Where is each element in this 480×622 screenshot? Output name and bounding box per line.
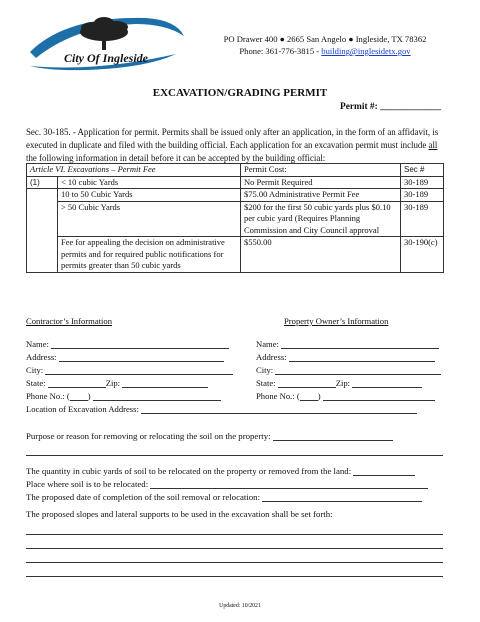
phone-text: Phone: 361-776-3815 -	[239, 46, 322, 56]
intro-text-2: the following information in detail before it can be accepted by the building official:	[26, 153, 326, 163]
owner-address-field[interactable]: Address:	[256, 352, 435, 362]
city-logo	[26, 14, 188, 72]
row-number	[27, 189, 58, 202]
contact-line	[196, 45, 454, 57]
row-cost: $200 for the first 50 cubic yards plus $0.10 per cubic yard (Requires Planning Commission and City Council approval	[241, 201, 401, 237]
location-field[interactable]: Location of Excavation Address:	[26, 404, 417, 414]
email-link[interactable]: building@inglesidetx.gov	[321, 46, 411, 56]
intro-underlined: all	[428, 140, 438, 150]
contractor-address-field[interactable]: Address:	[26, 352, 224, 362]
header-article: Article VI. Excavations – Permit Fee	[27, 164, 241, 177]
row-number	[27, 237, 58, 273]
address-block	[196, 33, 454, 57]
updated-footer: Updated: 10/2021	[219, 603, 261, 609]
completion-date-field[interactable]: The proposed date of completion of the soil removal or relocation:	[26, 492, 422, 502]
owner-state-zip-field[interactable]: State: Zip:	[256, 378, 422, 388]
row-cost: $550.00	[241, 237, 401, 273]
purpose-field[interactable]: Purpose or reason for removing or relocating the soil on the property:	[26, 431, 393, 441]
owner-name-field[interactable]: Name:	[256, 339, 439, 349]
row-sec: 30-189	[401, 176, 444, 189]
row-number: (1)	[27, 176, 58, 189]
row-desc: Fee for appealing the decision on administrative permits and for required public notifications for permits greater than 50 cubic yards	[58, 237, 241, 273]
purpose-extra-line[interactable]	[26, 455, 443, 456]
quantity-field[interactable]: The quantity in cubic yards of soil to be relocated on the property or removed from the land:	[26, 466, 415, 476]
fee-table-header	[27, 164, 444, 177]
row-sec: 30-189	[401, 201, 444, 237]
row-sec: 30-190(c)	[401, 237, 444, 273]
contractor-name-field[interactable]: Name:	[26, 339, 229, 349]
header-sec: Sec #	[401, 164, 444, 177]
owner-city-field[interactable]: City:	[256, 365, 441, 375]
contractor-city-field[interactable]: City:	[26, 365, 233, 375]
row-sec: 30-189	[401, 189, 444, 202]
fee-table	[26, 163, 444, 273]
slopes-line-3[interactable]	[26, 562, 443, 563]
contractor-state-zip-field[interactable]: State: Zip:	[26, 378, 208, 388]
logo-text: City Of Ingleside	[64, 51, 148, 65]
row-desc: > 50 Cubic Yards	[58, 201, 241, 237]
slopes-label: The proposed slopes and lateral supports to be used in the excavation shall be set forth:	[26, 509, 333, 519]
tree-icon	[80, 17, 128, 50]
place-field[interactable]: Place where soil is to be relocated:	[26, 479, 428, 489]
row-cost: $75.00 Administrative Permit Fee	[241, 189, 401, 202]
row-cost: No Permit Required	[241, 176, 401, 189]
intro-text-1: Sec. 30-185. - Application for permit. Permits shall be issued only after an application, in the form of an affidavit, is executed in duplicate and filed with the building official. Each application for an excavation permit must include	[26, 127, 439, 150]
slopes-line-4[interactable]	[26, 576, 443, 577]
row-desc: < 10 cubic Yards	[58, 176, 241, 189]
row-number	[27, 201, 58, 237]
table-row	[27, 201, 444, 237]
owner-phone-field[interactable]: Phone No.: ( )	[256, 391, 435, 401]
owner-heading: Property Owner’s Information	[284, 316, 389, 326]
table-row	[27, 176, 444, 189]
table-row	[27, 189, 444, 202]
intro-paragraph	[26, 126, 444, 165]
contractor-phone-field[interactable]: Phone No.: ( )	[26, 391, 221, 401]
contractor-heading: Contractor’s Information	[26, 316, 112, 326]
address-line: PO Drawer 400 ● 2665 San Angelo ● Ingleside, TX 78362	[223, 34, 427, 44]
table-row	[27, 237, 444, 273]
header-cost: Permit Cost:	[241, 164, 401, 177]
permit-number-field[interactable]: Permit #: _____________	[340, 102, 442, 112]
page-title: EXCAVATION/GRADING PERMIT	[152, 87, 328, 99]
slopes-line-2[interactable]	[26, 548, 443, 549]
row-desc: 10 to 50 Cubic Yards	[58, 189, 241, 202]
slopes-line-1[interactable]	[26, 534, 443, 535]
